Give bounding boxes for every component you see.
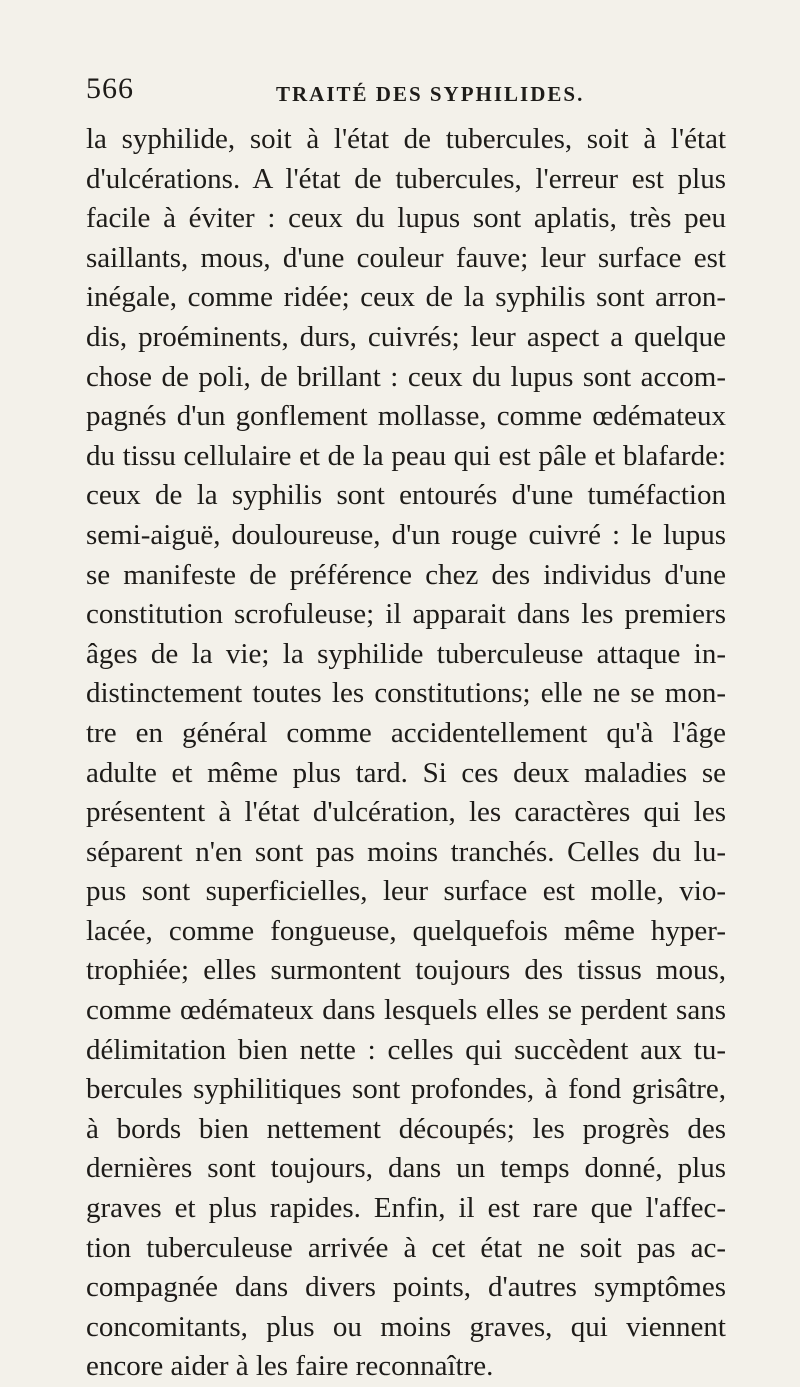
text-line: trophiée; elles surmontent toujours des tissus mous,	[86, 954, 726, 987]
page-header	[86, 72, 726, 112]
text-line: se manifeste de préférence chez des individus d'une	[86, 558, 726, 591]
page-number: 566	[86, 72, 134, 105]
text-line: chose de poli, de brillant : ceux du lupus sont accom-	[86, 360, 726, 393]
text-line: facile à éviter : ceux du lupus sont aplatis, très peu	[86, 202, 726, 235]
text-line: concomitants, plus ou moins graves, qui viennent	[86, 1310, 726, 1343]
text-line: semi-aiguë, douloureuse, d'un rouge cuivré : le lupus	[86, 518, 726, 551]
text-line: distinctement toutes les constitutions; elle ne se mon-	[86, 677, 726, 710]
text-line: dernières sont toujours, dans un temps donné, plus	[86, 1152, 726, 1185]
text-line: bercules syphilitiques sont profondes, à fond grisâtre,	[86, 1073, 726, 1106]
text-line: séparent n'en sont pas moins tranchés. Celles du lu-	[86, 835, 726, 868]
text-line: graves et plus rapides. Enfin, il est rare que l'affec-	[86, 1192, 726, 1225]
text-line: à bords bien nettement découpés; les progrès des	[86, 1112, 726, 1145]
text-line: compagnée dans divers points, d'autres symptômes	[86, 1271, 726, 1304]
text-line: constitution scrofuleuse; il apparait dans les premiers	[86, 598, 726, 631]
text-line: encore aider à les faire reconnaître.	[86, 1350, 494, 1383]
body-text	[86, 120, 726, 1387]
text-line: délimitation bien nette : celles qui succèdent aux tu-	[86, 1033, 726, 1066]
text-line: lacée, comme fongueuse, quelquefois même hyper-	[86, 914, 726, 947]
text-line: ceux de la syphilis sont entourés d'une tuméfaction	[86, 479, 726, 512]
text-line: inégale, comme ridée; ceux de la syphilis sont arron-	[86, 281, 726, 314]
text-line: tion tuberculeuse arrivée à cet état ne soit pas ac-	[86, 1231, 726, 1264]
text-line: comme œdémateux dans lesquels elles se perdent sans	[86, 994, 726, 1027]
text-line: adulte et même plus tard. Si ces deux maladies se	[86, 756, 726, 789]
running-title: TRAITÉ DES SYPHILIDES.	[276, 82, 585, 106]
text-line: la syphilide, soit à l'état de tubercules, soit à l'état	[86, 123, 726, 155]
text-line: âges de la vie; la syphilide tuberculeuse attaque in-	[86, 637, 726, 670]
text-line: pus sont superficielles, leur surface est molle, vio-	[86, 875, 726, 908]
text-line: d'ulcérations. A l'état de tubercules, l'erreur est plus	[86, 162, 726, 195]
text-line: pagnés d'un gonflement mollasse, comme œdémateux	[86, 400, 726, 433]
text-line: tre en général comme accidentellement qu'à l'âge	[86, 716, 726, 749]
text-line: dis, proéminents, durs, cuivrés; leur aspect a quelque	[86, 320, 726, 353]
text-line: présentent à l'état d'ulcération, les caractères qui les	[86, 796, 726, 829]
text-line: saillants, mous, d'une couleur fauve; leur surface est	[86, 241, 726, 274]
text-line: du tissu cellulaire et de la peau qui est pâle et blafarde:	[86, 439, 726, 472]
